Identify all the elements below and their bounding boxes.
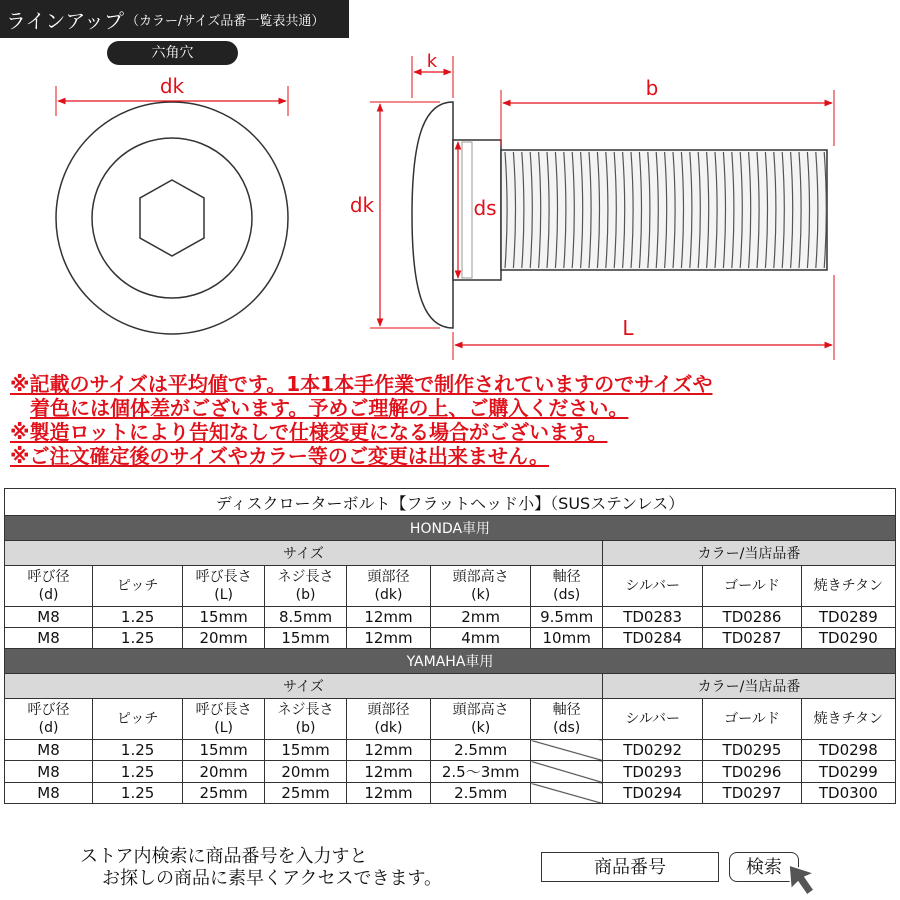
table-cell: 12mm (347, 740, 431, 761)
column-header (183, 566, 265, 607)
column-header (531, 699, 603, 740)
table-cell: TD0297 (703, 783, 801, 804)
table-cell: 15mm (183, 740, 265, 761)
table-cell: 15mm (265, 740, 347, 761)
column-header-name: 呼び長さ (195, 569, 252, 585)
column-header-symbol: (k) (471, 587, 491, 603)
column-header-symbol: (b) (295, 720, 316, 736)
table-cell: 12mm (347, 607, 431, 628)
table-title: ディスクローターボルト【フラットヘッド小】（SUSステンレス） (5, 489, 896, 516)
column-header-name: 頭部径 (367, 569, 410, 585)
table-row (5, 783, 896, 804)
column-header-name: ゴールド (724, 711, 780, 727)
table-cell (531, 761, 603, 783)
hex-socket-label: 六角穴 (107, 41, 238, 65)
table-cell: 1.25 (93, 761, 183, 783)
column-header (183, 699, 265, 740)
table-cell: 25mm (183, 783, 265, 804)
table-cell: M8 (5, 628, 93, 649)
table-cell: TD0294 (603, 783, 703, 804)
column-header-name: ピッチ (116, 711, 159, 727)
table-cell: 20mm (183, 761, 265, 783)
column-header-name: 頭部径 (367, 702, 410, 718)
column-header-name: 軸径 (552, 702, 581, 718)
table-cell: 12mm (347, 761, 431, 783)
column-header (430, 699, 530, 740)
column-header (93, 566, 183, 607)
table-cell: TD0300 (801, 783, 895, 804)
bolt-head-front-view (56, 102, 288, 334)
table-cell: 8.5mm (265, 607, 347, 628)
color-group-header: カラー/当店品番 (603, 674, 896, 699)
bolt-dimension-diagram (0, 40, 900, 370)
dim-b: b (645, 76, 659, 100)
table-cell: 1.25 (93, 628, 183, 649)
dim-dk-side: dk (349, 193, 375, 217)
column-header (801, 699, 895, 740)
dim-dk-front: dk (159, 74, 185, 98)
note-line-4: ※ご注文確定後のサイズやカラー等のご変更は出来ません。 (10, 444, 550, 468)
table-cell: M8 (5, 607, 93, 628)
size-group-header: サイズ (5, 674, 603, 699)
table-cell: TD0284 (603, 628, 703, 649)
column-header-symbol: (dk) (374, 720, 403, 736)
table-row (5, 628, 896, 649)
table-cell (531, 740, 603, 761)
table-cell: 2.5mm (430, 783, 530, 804)
table-cell: 1.25 (93, 783, 183, 804)
table-cell: 12mm (347, 783, 431, 804)
table-cell: 1.25 (93, 607, 183, 628)
column-header-symbol: (ds) (553, 720, 581, 736)
column-header-name: 頭部高さ (452, 702, 509, 718)
table-cell (531, 783, 603, 804)
column-header-symbol: (ds) (553, 587, 581, 603)
caution-notes (10, 372, 895, 468)
table-cell: TD0293 (603, 761, 703, 783)
dim-ds: ds (473, 196, 497, 220)
table-cell: 2mm (430, 607, 530, 628)
table-cell: 20mm (265, 761, 347, 783)
hex-socket-icon (140, 180, 204, 256)
table-cell: TD0290 (801, 628, 895, 649)
column-header-name: シルバー (625, 711, 680, 727)
column-header-symbol: (dk) (374, 587, 403, 603)
column-header-name: ピッチ (116, 578, 159, 594)
table-cell: TD0296 (703, 761, 801, 783)
note-line-1: ※記載のサイズは平均値です。1本1本手作業で制作されていますのでサイズや (10, 372, 713, 396)
search-button[interactable]: 検索 (729, 852, 799, 882)
column-header-symbol: (b) (295, 587, 316, 603)
table-cell: 1.25 (93, 740, 183, 761)
column-header-name: 呼び径 (27, 702, 70, 718)
table-cell: 20mm (183, 628, 265, 649)
table-cell: TD0299 (801, 761, 895, 783)
table-cell: 15mm (183, 607, 265, 628)
table-cell: M8 (5, 761, 93, 783)
size-group-header: サイズ (5, 541, 603, 566)
search-input[interactable]: 商品番号 (541, 852, 719, 882)
table-cell: TD0287 (703, 628, 801, 649)
yamaha-section-label: YAMAHA車用 (5, 649, 896, 674)
column-header-name: ゴールド (724, 578, 780, 594)
table-row (5, 740, 896, 761)
column-header (603, 566, 703, 607)
lineup-title-bar (0, 0, 349, 38)
lineup-table (4, 488, 896, 804)
table-cell: M8 (5, 740, 93, 761)
note-line-3: ※製造ロットにより告知なしで仕様変更になる場合がございます。 (10, 420, 608, 444)
column-header-name: ネジ長さ (277, 702, 334, 718)
table-row (5, 761, 896, 783)
table-cell: 12mm (347, 628, 431, 649)
table-cell: TD0283 (603, 607, 703, 628)
table-cell: TD0292 (603, 740, 703, 761)
column-header-name: シルバー (625, 578, 680, 594)
table-cell: 15mm (265, 628, 347, 649)
column-header-symbol: (k) (471, 720, 491, 736)
table-cell: TD0298 (801, 740, 895, 761)
cursor-arrow-icon (787, 863, 823, 897)
table-cell: 25mm (265, 783, 347, 804)
column-header (603, 699, 703, 740)
lineup-subtitle: （カラー/サイズ品番一覧表共通） (126, 13, 325, 29)
column-header (347, 699, 431, 740)
column-header-symbol: (d) (38, 587, 59, 603)
column-header-name: 焼きチタン (813, 711, 883, 727)
honda-section-label: HONDA車用 (5, 516, 896, 541)
column-header (801, 566, 895, 607)
table-cell: 10mm (531, 628, 603, 649)
column-header (5, 566, 93, 607)
table-cell: 9.5mm (531, 607, 603, 628)
column-header (347, 566, 431, 607)
column-header-name: 頭部高さ (452, 569, 509, 585)
dim-k: k (426, 51, 438, 72)
column-header (531, 566, 603, 607)
column-header-symbol: (d) (38, 720, 59, 736)
column-header-name: 呼び径 (27, 569, 70, 585)
dim-L: L (622, 316, 634, 340)
column-header (703, 699, 801, 740)
column-header-name: 呼び長さ (195, 702, 252, 718)
table-cell: TD0289 (801, 607, 895, 628)
column-header (93, 699, 183, 740)
table-row (5, 607, 896, 628)
column-header-name: ネジ長さ (277, 569, 334, 585)
column-header-symbol: (L) (214, 587, 233, 603)
column-header (430, 566, 530, 607)
note-line-2: 着色には個体差がございます。予めご理解の上、ご購入ください。 (30, 396, 629, 420)
table-cell: 4mm (430, 628, 530, 649)
column-header-name: 軸径 (552, 569, 581, 585)
search-guide-line-2: お探しの商品に素早くアクセスできます。 (102, 868, 443, 889)
color-group-header: カラー/当店品番 (603, 541, 896, 566)
column-header (265, 566, 347, 607)
table-cell: M8 (5, 783, 93, 804)
search-guide (80, 846, 442, 890)
lineup-title: ラインアップ (6, 8, 124, 33)
column-header (265, 699, 347, 740)
column-header (703, 566, 801, 607)
table-cell: 2.5mm (430, 740, 530, 761)
table-cell: TD0286 (703, 607, 801, 628)
search-guide-line-1: ストア内検索に商品番号を入力すと (80, 846, 368, 867)
column-header-symbol: (L) (214, 720, 233, 736)
column-header (5, 699, 93, 740)
column-header-name: 焼きチタン (813, 578, 883, 594)
table-cell: 2.5〜3mm (430, 761, 530, 783)
table-cell: TD0295 (703, 740, 801, 761)
